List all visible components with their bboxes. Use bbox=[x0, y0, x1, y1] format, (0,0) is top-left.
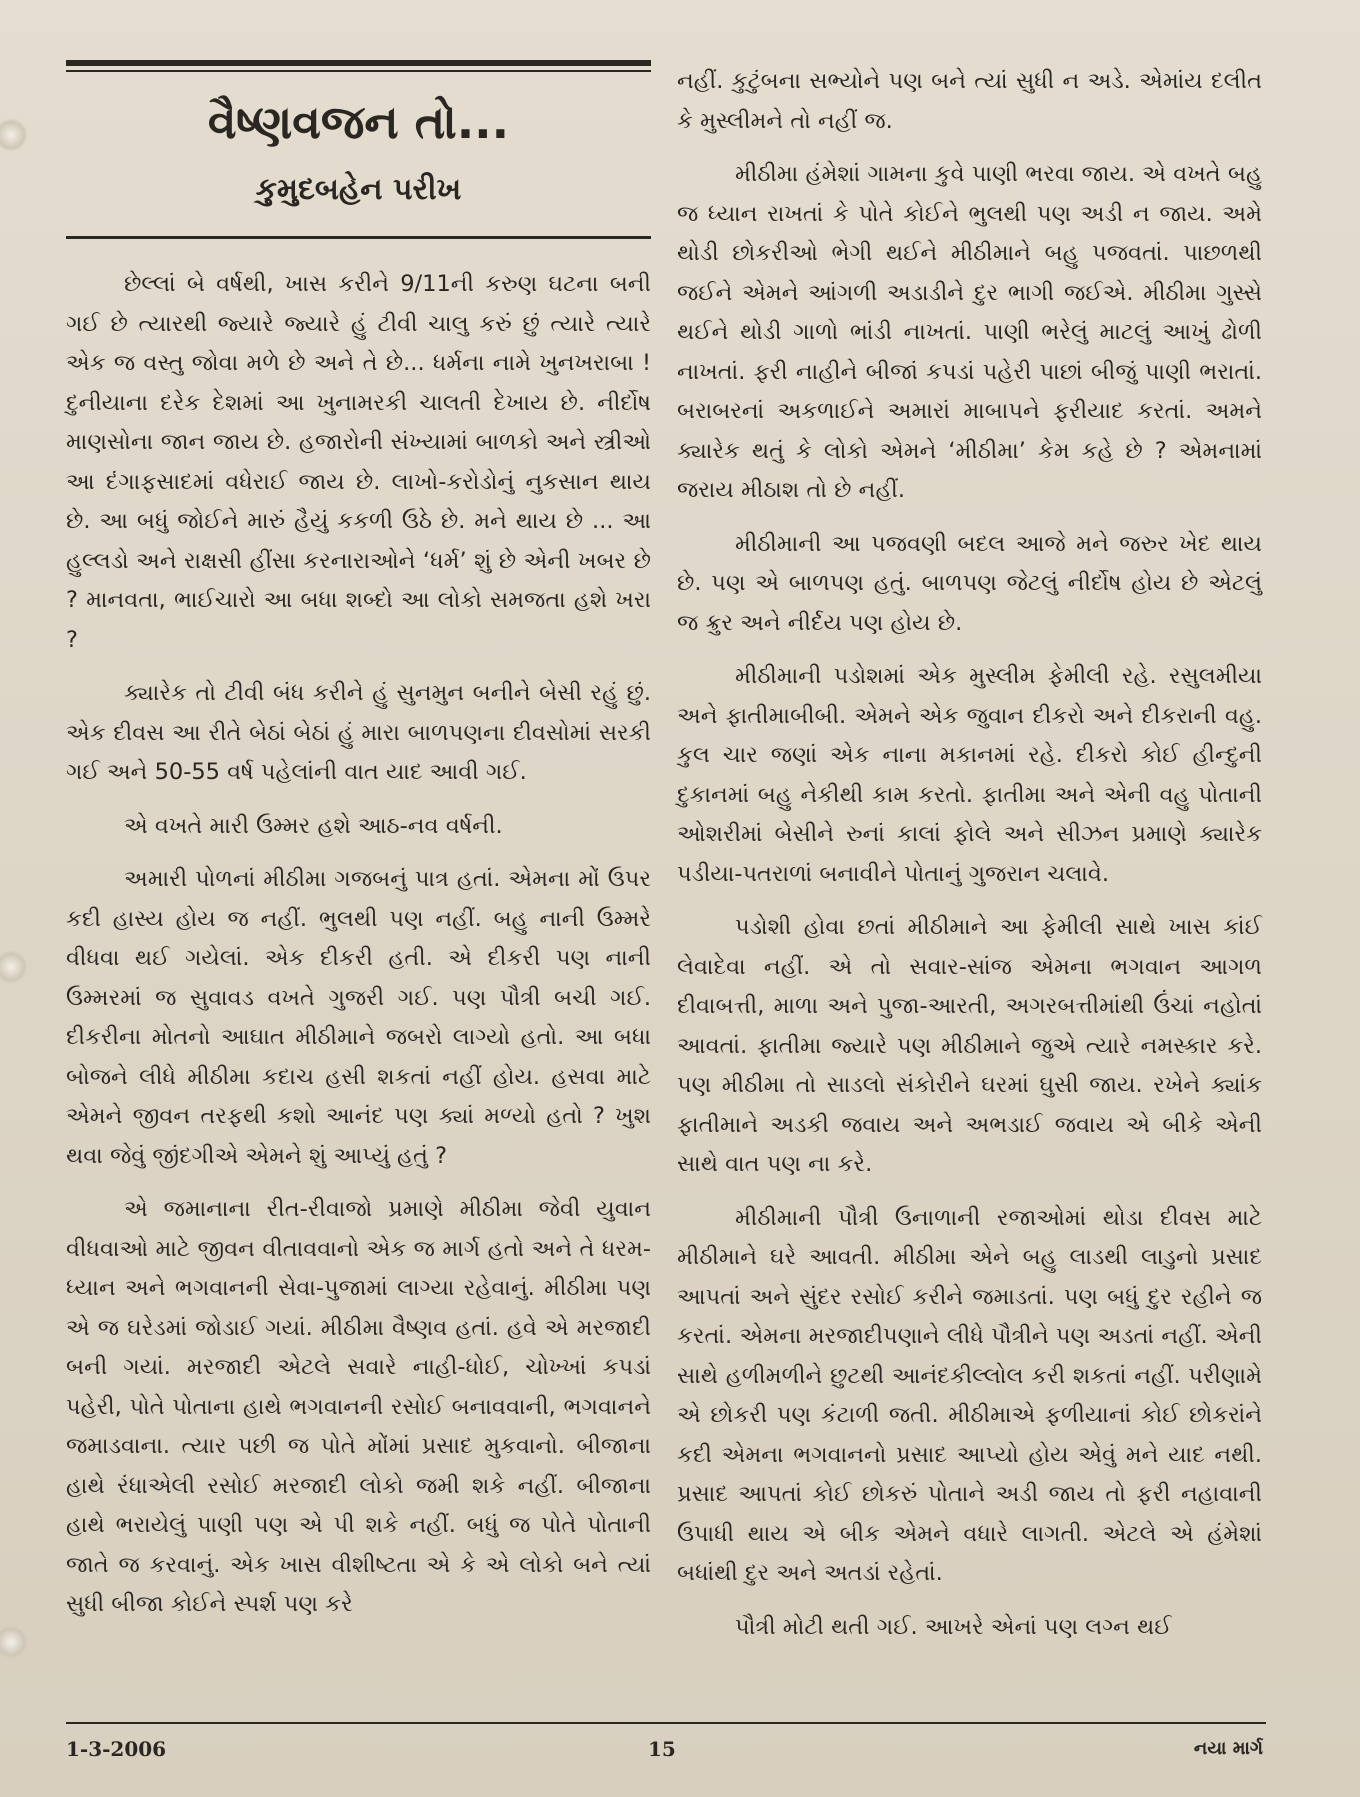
footer-page-number: 15 bbox=[648, 1737, 676, 1761]
footer-magazine-name: નયા માર્ગ bbox=[1193, 1738, 1263, 1759]
paragraph: પૌત્રી મોટી થતી ગઈ. આખરે એનાં પણ લગ્ન થઈ bbox=[735, 1613, 1172, 1640]
right-column bbox=[677, 62, 1262, 1661]
punch-hole bbox=[0, 1625, 28, 1659]
paragraph: એ જમાનાના રીત-રીવાજો પ્રમાણે મીઠીમા જેવી યુવાન વીધવાઓ માટે જીવન વીતાવવાનો એક જ માર્ગ હતો અને તે ધરમ-ધ્યાન અને ભગવાનની સેવા-પુજામાં લાગ્યા રહેવાનું. મીઠીમા પણ એ જ ઘરેડમાં જોડાઈ ગયાં. મીઠીમા વૈષ્ણવ હતાં. હવે એ મરજાદી બની ગયાં. મરજાદી એટલે સવારે નાહી-ધોઈ, ચોખ્ખાં કપડાં પહેરી, પોતે પોતાના હાથે ભગવાનની રસોઈ બનાવવાની, ભગવાનને જમાડવાના. ત્યાર પછી જ પોતે મોંમાં પ્રસાદ મુકવાનો. બીજાના હાથે રંધાએલી રસોઈ મરજાદી લોકો જમી શકે નહીં. બીજાના હાથે ભરાયેલું પાણી પણ એ પી શકે નહીં. બધું જ પોતે પોતાની જાતે જ કરવાનું. એક ખાસ વીશીષ્ટતા એ કે એ લોકો બને ત્યાં સુધી બીજા કોઈને સ્પર્શ પણ કરે bbox=[66, 1196, 651, 1617]
paragraph: અમારી પોળનાં મીઠીમા ગજબનું પાત્ર હતાં. એમના મોં ઉપર કદી હાસ્ય હોય જ નહીં. ભુલથી પણ નહીં. બહુ નાની ઉમ્મરે વીધવા થઈ ગયેલાં. એક દીકરી હતી. એ દીકરી પણ નાની ઉમ્મરમાં જ સુવાવડ વખતે ગુજરી ગઈ. પણ પૌત્રી બચી ગઈ. દીકરીના મોતનો આઘાત મીઠીમાને જબરો લાગ્યો હતો. આ બધા બોજને લીધે મીઠીમા કદાચ હસી શકતાં નહીં હોય. હસવા માટે એમને જીવન તરફથી કશો આનંદ પણ ક્યાં મળ્યો હતો ? ખુશ થવા જેવું જીંદગીએ એમને શું આપ્યું હતું ? bbox=[66, 866, 651, 1169]
paragraph: એ વખતે મારી ઉમ્મર હશે આઠ-નવ વર્ષની. bbox=[124, 812, 503, 839]
left-column bbox=[66, 60, 651, 1639]
paragraph: મીઠીમાની આ પજવણી બદલ આજે મને જરુર ખેદ થાય છે. પણ એ બાળપણ હતું. બાળપણ જેટલું નીર્દોષ હોય છે એટલું જ ક્રુર અને નીર્દય પણ હોય છે. bbox=[677, 530, 1262, 636]
paragraph: મીઠીમા હંમેશાં ગામના કુવે પાણી ભરવા જાય. એ વખતે બહુ જ ધ્યાન રાખતાં કે પોતે કોઈને ભુલથી પણ અડી ન જાય. અમે થોડી છોકરીઓ ભેગી થઈને મીઠીમાને બહુ પજવતાં. પાછળથી જઈને એમને આંગળી અડાડીને દુર ભાગી જઈએ. મીઠીમા ગુસ્સે થઈને થોડી ગાળો ભાંડી નાખતાં. પાણી ભરેલું માટલું આખું ઢોળી નાખતાં. ફરી નાહીને બીજાં કપડાં પહેરી પાછાં બીજું પાણી ભરાતાં. બરાબરનાં અકળાઈને અમારાં માબાપને ફરીયાદ કરતાં. અમને ક્યારેક થતું કે લોકો એમને ‘મીઠીમા’ કેમ કહે છે ? એમનામાં જરાય મીઠાશ તો છે નહીં. bbox=[677, 161, 1262, 503]
paragraph: મીઠીમાની પડોશમાં એક મુસ્લીમ ફેમીલી રહે. રસુલમીયા અને ફાતીમાબીબી. એમને એક જુવાન દીકરો અને દીકરાની વહુ. કુલ ચાર જણાં એક નાના મકાનમાં રહે. દીકરો કોઈ હીન્દુની દુકાનમાં બહુ નેકીથી કામ કરતો. ફાતીમા અને એની વહુ પોતાની ઓશરીમાં બેસીને રુનાં કાલાં ફોલે અને સીઝન પ્રમાણે ક્યારેક પડીયા-પતરાળાં બનાવીને પોતાનું ગુજરાન ચલાવે. bbox=[677, 663, 1262, 887]
paragraph: મીઠીમાની પૌત્રી ઉનાળાની રજાઓમાં થોડા દીવસ માટે મીઠીમાને ઘરે આવતી. મીઠીમા એને બહુ લાડથી લાડુનો પ્રસાદ આપતાં અને સુંદર રસોઈ કરીને જમાડતાં. પણ બધું દુર રહીને જ કરતાં. એમના મરજાદીપણાને લીધે પૌત્રીને પણ અડતાં નહીં. એની સાથે હળીમળીને છુટથી આનંદકીલ્લોલ કરી શકતાં નહીં. પરીણામે એ છોકરી પણ કંટાળી જતી. મીઠીમાએ ફળીયાનાં કોઈ છોકરાંને કદી એમના ભગવાનનો પ્રસાદ આપ્યો હોય એવું મને યાદ નથી. પ્રસાદ આપતાં કોઈ છોકરું પોતાને અડી જાય તો ફરી નહાવાની ઉપાધી થાય એ બીક એમને વધારે લાગતી. એટલે એ હંમેશાં બધાંથી દુર અને અતડાં રહેતાં. bbox=[677, 1204, 1262, 1586]
paragraph: પડોશી હોવા છતાં મીઠીમાને આ ફેમીલી સાથે ખાસ કાંઈ લેવાદેવા નહીં. એ તો સવાર-સાંજ એમના ભગવાન આગળ દીવાબત્તી, માળા અને પુજા-આરતી, અગરબત્તીમાંથી ઉંચાં નહોતાં આવતાં. ફાતીમા જ્યારે પણ મીઠીમાને જુએ ત્યારે નમસ્કાર કરે. પણ મીઠીમા તો સાડલો સંકોરીને ઘરમાં ઘુસી જાય. રખેને ક્યાંક ફાતીમાને અડકી જવાય અને અભડાઈ જવાય એ બીકે એની સાથે વાત પણ ના કરે. bbox=[677, 914, 1262, 1177]
title-top-rule bbox=[66, 60, 651, 66]
punch-hole bbox=[0, 118, 28, 152]
paragraph: નહીં. કુટુંબના સભ્યોને પણ બને ત્યાં સુધી ન અડે. એમાંય દલીત કે મુસ્લીમને તો નહીં જ. bbox=[677, 68, 1262, 134]
article-title: વૈષ્ણવજન તો... bbox=[207, 95, 510, 149]
article-author: કુમુદબહેન પરીખ bbox=[255, 172, 462, 207]
title-top-rule-thin bbox=[66, 70, 651, 72]
footer-date: 1-3-2006 bbox=[66, 1737, 167, 1761]
paragraph: છેલ્લાં બે વર્ષથી, ખાસ કરીને 9/11ની કરુણ ઘટના બની ગઈ છે ત્યારથી જ્યારે જ્યારે હું ટીવી ચાલુ કરું છું ત્યારે ત્યારે એક જ વસ્તુ જોવા મળે છે અને તે છે... ધર્મના નામે ખુનખરાબા ! દુનીયાના દરેક દેશમાં આ ખુનામરકી ચાલતી દેખાય છે. નીર્દોષ માણસોના જાન જાય છે. હજારોની સંખ્યામાં બાળકો અને સ્ત્રીઓ આ દંગાફસાદમાં વધેરાઈ જાય છે. લાખો-કરોડોનું નુકસાન થાય છે. આ બધું જોઈને મારું હૈયું કકળી ઉઠે છે. મને થાય છે ... આ હુલ્લડો અને રાક્ષસી હીંસા કરનારાઓને ‘ધર્મ’ શું છે એની ખબર છે ? માનવતા, ભાઈચારો આ બધા શબ્દો આ લોકો સમજતા હશે ખરા ? bbox=[66, 271, 651, 653]
paragraph: ક્યારેક તો ટીવી બંધ કરીને હું સુનમુન બનીને બેસી રહું છું. એક દીવસ આ રીતે બેઠાં બેઠાં હું મારા બાળપણના દીવસોમાં સરકી ગઈ અને 50-55 વર્ષ પહેલાંની વાત યાદ આવી ગઈ. bbox=[66, 680, 651, 785]
footer-rule bbox=[66, 1722, 1266, 1724]
punch-hole bbox=[0, 950, 28, 984]
author-bottom-rule bbox=[66, 236, 651, 239]
